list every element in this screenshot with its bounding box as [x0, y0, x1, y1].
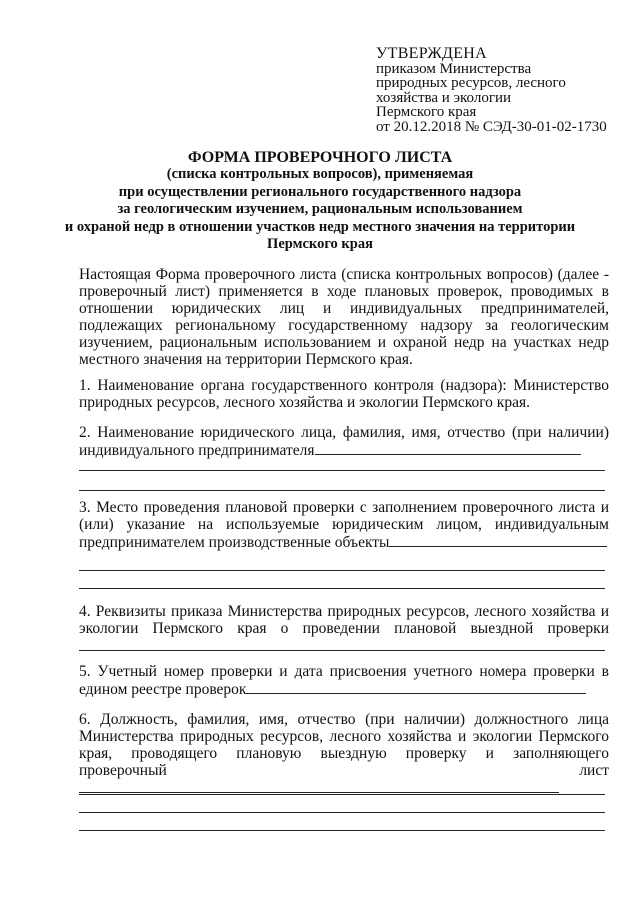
approval-line: хозяйства и экологии [376, 89, 512, 106]
approval-stamp [376, 47, 626, 134]
section-4-order-details: 4. Реквизиты приказа Министерства природных ресурсов, лесного хозяйства и экологии Пермского края о проведении плановой выездной проверки [79, 603, 609, 637]
form-title-main: ФОРМА ПРОВЕРОЧНОГО ЛИСТА [187, 149, 453, 166]
section-5-label: 5. Учетный номер проверки и дата присвоения учетного номера проверки в едином реестре проверок [79, 663, 609, 698]
form-title-line: (списка контрольных вопросов), применяемая [166, 166, 474, 183]
section-2-label: 2. Наименование юридического лица, фамилия, имя, отчество (при наличии) индивидуального предпринимателя [79, 424, 609, 459]
inspector-field-line[interactable] [79, 830, 605, 831]
inspection-place-field-line[interactable] [79, 570, 605, 571]
order-details-field-line[interactable] [79, 650, 605, 651]
form-title-line: Пермского края [267, 236, 373, 253]
approval-heading: УТВЕРЖДЕНА [376, 45, 488, 62]
approval-line: приказом Министерства [376, 60, 532, 77]
form-title [60, 149, 580, 253]
section-6-label: 6. Должность, фамилия, имя, отчество (при наличии) должностного лица Министерства природных ресурсов, лесного хозяйства и экологии Пермского края, проводящего плановую выездную проверку и заполняющего проверочный лист [79, 711, 609, 779]
entity-name-field-line[interactable] [79, 490, 605, 491]
section-1-authority: 1. Наименование органа государственного контроля (надзора): Министерство природных ресурсов, лесного хозяйства и экологии Пермского края. [79, 377, 609, 411]
inspector-field-line[interactable] [79, 794, 605, 795]
form-title-line: при осуществлении регионального государственного надзора [118, 183, 522, 200]
inspection-place-field-line[interactable] [79, 588, 605, 589]
section-3-inspection-place [79, 499, 609, 551]
registry-number-field[interactable] [246, 680, 586, 694]
approval-line: природных ресурсов, лесного [376, 75, 566, 91]
intro-paragraph: Настоящая Форма проверочного листа (списка контрольных вопросов) (далее - проверочный лист) применяется в ходе плановых проверок, проводимых в отношении юридических лиц и индивидуальных предпринимателей, подлежащих региональному государственному надзору за геологическим изучением, рациональным использованием и охраной недр на участках недр местного значения на территории Пермского края. [79, 266, 609, 368]
inspector-field[interactable] [79, 779, 559, 793]
approval-order-number: от 20.12.2018 № СЭД-30-01-02-1730 [376, 118, 607, 135]
form-title-line: за геологическим изучением, рациональным использованием [117, 201, 523, 218]
inspection-place-field[interactable] [389, 533, 607, 547]
inspector-field-line[interactable] [79, 812, 605, 813]
section-5-registry-number [79, 663, 609, 698]
section-6-inspector [79, 711, 609, 797]
section-2-entity-name [79, 424, 609, 459]
section-3-label: 3. Место проведения плановой проверки с заполнением проверочного листа и (или) указание на используемые юридическим лицом, индивидуальным предпринимателем производственные объекты [79, 499, 609, 551]
form-title-line: и охраной недр в отношении участков недр местного значения на территории [64, 218, 576, 235]
entity-name-field[interactable] [315, 441, 581, 455]
entity-name-field-line[interactable] [79, 470, 605, 471]
approval-line: Пермского края [376, 104, 477, 120]
